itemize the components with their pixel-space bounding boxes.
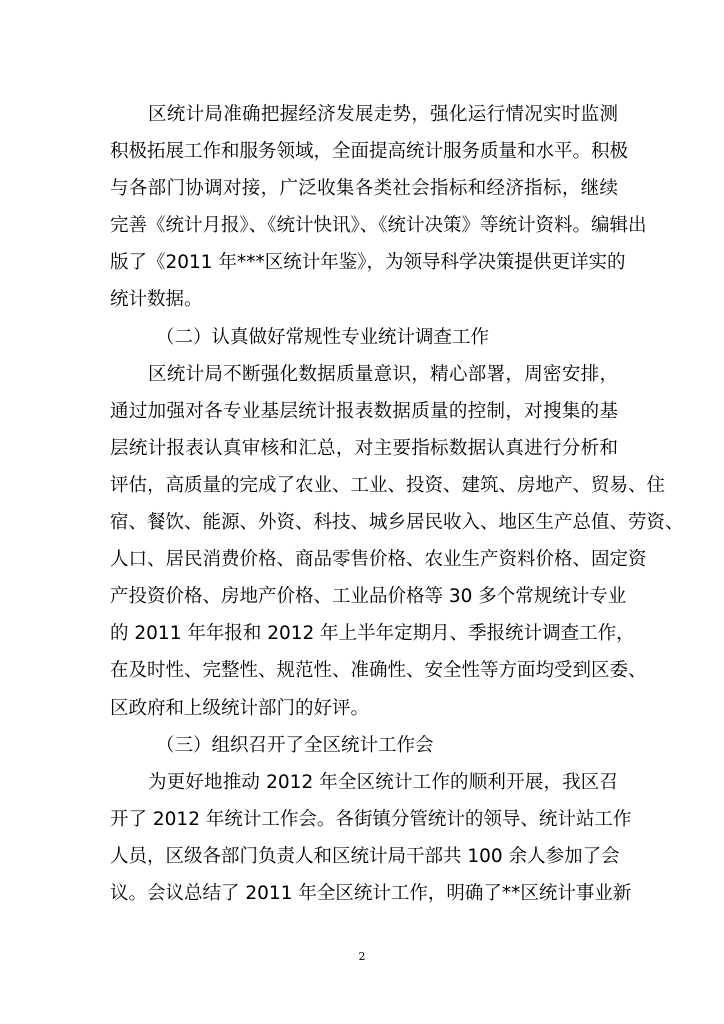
paragraph-line: 与各部门协调对接，广泛收集各类社会指标和经济指标，继续 <box>110 178 618 200</box>
paragraph-line: 为更好地推动 2012 年全区统计工作的顺利开展，我区召 <box>148 771 618 793</box>
paragraph-line: 宿、餐饮、能源、外资、科技、城乡居民收入、地区生产总值、劳资、 <box>110 512 684 534</box>
paragraph-line: 评估，高质量的完成了农业、工业、投资、建筑、房地产、贸易、住 <box>110 474 666 496</box>
paragraph-line: 积极拓展工作和服务领域，全面提高统计服务质量和水平。积极 <box>110 141 629 163</box>
paragraph-line: 区统计局不断强化数据质量意识，精心部署，周密安排， <box>148 363 618 385</box>
paragraph-line: 层统计报表认真审核和汇总，对主要指标数据认真进行分析和 <box>110 437 618 459</box>
paragraph-line: 通过加强对各专业基层统计报表数据质量的控制，对搜集的基 <box>110 400 618 422</box>
page-number: 2 <box>358 950 366 963</box>
paragraph-line: 人口、居民消费价格、商品零售价格、农业生产资料价格、固定资 <box>110 549 647 571</box>
paragraph-line: 开了 2012 年统计工作会。各街镇分管统计的领导、统计站工作 <box>110 808 632 830</box>
section-heading: （三）组织召开了全区统计工作会 <box>156 734 434 756</box>
paragraph-line: 统计数据。 <box>110 289 203 311</box>
paragraph-line: 议。会议总结了 2011 年全区统计工作，明确了**区统计事业新 <box>110 882 632 904</box>
paragraph-line: 人员，区级各部门负责人和区统计局干部共 100 余人参加了会 <box>110 845 620 867</box>
paragraph-line: 版了《2011 年***区统计年鉴》，为领导科学决策提供更详实的 <box>110 252 626 274</box>
paragraph-line: 在及时性、完整性、规范性、准确性、安全性等方面均受到区委、 <box>110 660 647 682</box>
paragraph-line: 的 2011 年年报和 2012 年上半年定期月、季报统计调查工作， <box>110 623 635 645</box>
paragraph-line: 区统计局准确把握经济发展走势，强化运行情况实时监测 <box>148 104 618 125</box>
paragraph-line: 完善《统计月报》、《统计快讯》、《统计决策》等统计资料。编辑出 <box>110 215 647 237</box>
paragraph-line: 产投资价格、房地产价格、工业品价格等 30 多个常规统计专业 <box>110 586 627 608</box>
paragraph-line: 区政府和上级统计部门的好评。 <box>110 697 370 719</box>
section-heading: （二）认真做好常规性专业统计调查工作 <box>156 326 490 348</box>
document-body <box>110 96 684 912</box>
